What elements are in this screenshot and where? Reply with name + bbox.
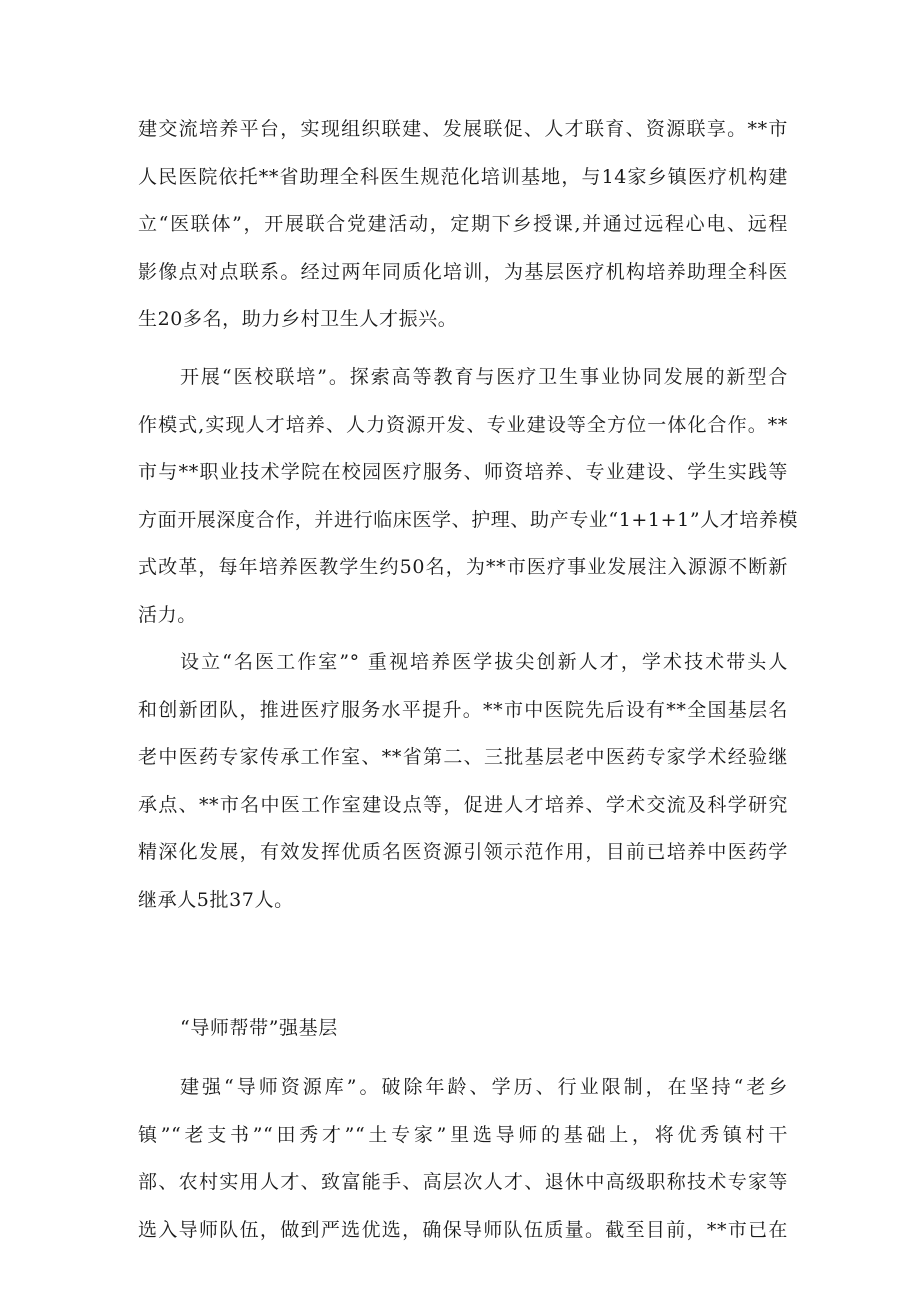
paragraph-line-first: 建强“导师资源库”。破除年龄、学历、行业限制，在坚持“老乡: [180, 1076, 788, 1098]
paragraph-line: 承点、**市名中医工作室建设点等，促进人才培养、学术交流及科学研究: [138, 793, 788, 816]
paragraph-1: [138, 106, 788, 344]
paragraph-line: 人民医院依托**省助理全科医生规范化培训基地，与14家乡镇医疗机构建: [138, 165, 788, 188]
paragraph-line-last: 活力。: [138, 603, 197, 626]
paragraph-line: 老中医药专家传承工作室、**省第二、三批基层老中医药专家学术经验继: [138, 746, 788, 768]
paragraph-line-first: 开展“医校联培”。探索高等教育与医疗卫生事业协同发展的新型合: [180, 366, 788, 388]
paragraph-line: 镇”“老支书”“田秀才”“土专家”里选导师的基础上，将优秀镇村干: [138, 1123, 788, 1146]
paragraph-2: [138, 354, 799, 639]
paragraph-line-last: 继承人5批37人。: [138, 888, 294, 911]
paragraph-line-last: 生20多名，助力乡村卫生人才振兴。: [138, 308, 458, 330]
paragraph-line: 建交流培养平台，实现组织联建、发展联促、人才联育、资源联享。**市: [138, 118, 788, 140]
paragraph-3: [138, 639, 788, 924]
paragraph-line-first: 设立“名医工作室”° 重视培养医学拔尖创新人才，学术技术带头人: [180, 651, 788, 673]
paragraph-line: 精深化发展，有效发挥优质名医资源引领示范作用，目前已培养中医药学: [138, 841, 788, 863]
paragraph-line: 选入导师队伍，做到严选优选，确保导师队伍质量。截至目前，**市已在: [138, 1218, 788, 1241]
paragraph-line: 和创新团队，推进医疗服务水平提升。**市中医院先后设有**全国基层名: [138, 698, 788, 721]
paragraph-line: 市与**职业技术学院在校园医疗服务、师资培养、专业建设、学生实践等: [138, 461, 788, 483]
paragraph-line: 影像点对点联系。经过两年同质化培训，为基层医疗机构培养助理全科医: [138, 260, 788, 283]
paragraph-line: 方面开展深度合作，并进行临床医学、护理、助产专业“1+1+1”人才培养模: [138, 508, 799, 531]
paragraph-line: 作模式,实现人才培养、人力资源开发、专业建设等全方位一体化合作。**: [138, 413, 788, 436]
paragraph-line: 式改革，每年培养医教学生约50名，为**市医疗事业发展注入源源不断新: [138, 556, 788, 578]
section-heading: “导师帮带”强基层: [180, 1017, 338, 1039]
paragraph-line: 部、农村实用人才、致富能手、高层次人才、退休中高级职称技术专家等: [138, 1171, 788, 1193]
paragraph-4: [138, 1064, 788, 1254]
paragraph-line: 立“医联体”，开展联合党建活动，定期下乡授课,并通过远程心电、远程: [138, 213, 788, 235]
